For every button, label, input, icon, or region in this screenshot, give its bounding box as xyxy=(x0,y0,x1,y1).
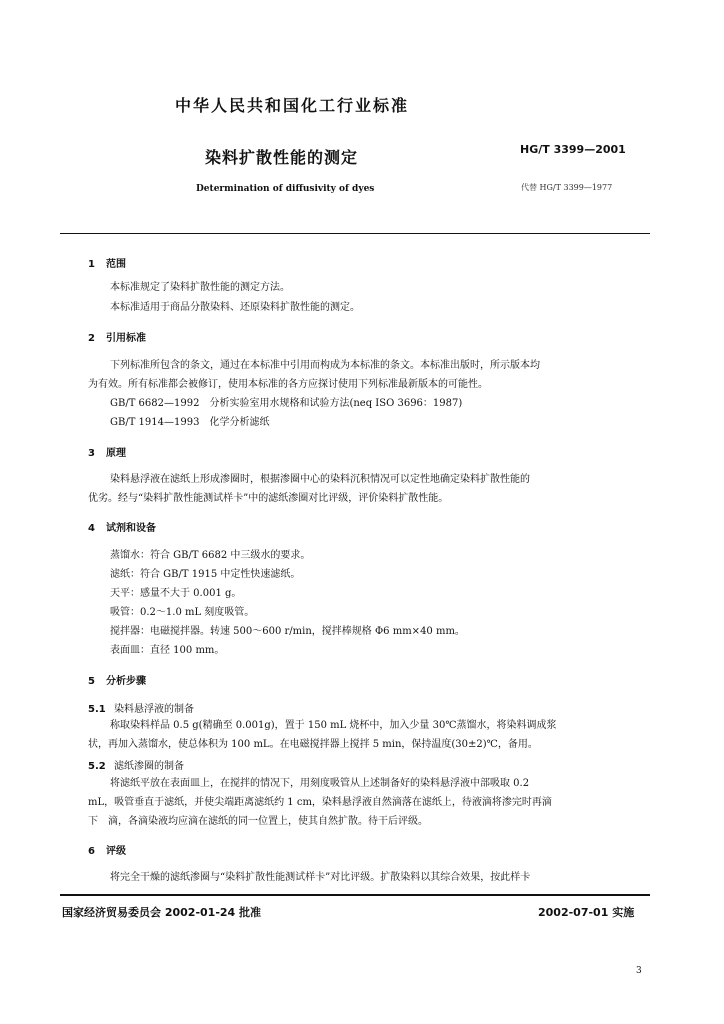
paragraph: 状，再加入蒸馏水，使总体积为 100 mL。在电磁搅拌器上搅拌 5 min，保持温度(30±2)℃，备用。 xyxy=(88,739,538,750)
section-1-heading xyxy=(88,255,126,270)
english-title: Determination of diffusivity of dyes xyxy=(196,184,375,194)
section-title: 试剂和设备 xyxy=(106,523,156,534)
section-number: 3 xyxy=(88,448,95,459)
subsection-title: 滤纸渗圈的制备 xyxy=(114,761,184,772)
section-3-heading xyxy=(88,444,126,459)
section-title: 评级 xyxy=(106,846,126,857)
reference-item: GB/T 1914—1993 化学分析滤纸 xyxy=(110,417,270,428)
section-number: 1 xyxy=(88,259,95,270)
equipment-item: 搅拌器：电磁搅拌器。转速 500～600 r/min，搅拌棒规格 Φ6 mm×40 mm。 xyxy=(110,626,465,637)
section-2-heading xyxy=(88,329,146,344)
document-title: 染料扩散性能的测定 xyxy=(205,148,359,167)
section-title: 分析步骤 xyxy=(106,676,146,687)
section-title: 原理 xyxy=(106,448,126,459)
page-number: 3 xyxy=(636,966,642,976)
section-number: 2 xyxy=(88,333,95,344)
approval-date: 国家经济贸易委员会 2002-01-24 批准 xyxy=(62,906,262,919)
paragraph: 为有效。所有标准都会被修订，使用本标准的各方应探讨使用下列标准最新版本的可能性。 xyxy=(88,379,488,390)
paragraph: 下列标准所包含的条文，通过在本标准中引用而构成为本标准的条文。本标准出版时，所示版本均 xyxy=(110,360,540,371)
equipment-item: 滤纸：符合 GB/T 1915 中定性快速滤纸。 xyxy=(110,569,301,580)
section-5-heading xyxy=(88,672,146,687)
paragraph: 将滤纸平放在表面皿上，在搅拌的情况下，用刻度吸管从上述制备好的染料悬浮液中部吸取 0.2 xyxy=(110,778,530,789)
paragraph: 称取染料样品 0.5 g(精确至 0.001g)，置于 150 mL 烧杯中，加入少量 30℃蒸馏水，将染料调成浆 xyxy=(110,720,557,731)
equipment-item: 蒸馏水：符合 GB/T 6682 中三级水的要求。 xyxy=(110,550,311,561)
paragraph: 本标准规定了染料扩散性能的测定方法。 xyxy=(110,282,290,293)
paragraph: 本标准适用于商品分散染料、还原染料扩散性能的测定。 xyxy=(110,302,360,313)
section-6-heading xyxy=(88,842,126,857)
subsection-number: 5.2 xyxy=(88,761,106,772)
paragraph: 下 滴，各滴染液均应滴在滤纸的同一位置上，使其自然扩散。待干后评级。 xyxy=(88,816,428,827)
replaces-standard: 代替 HG/T 3399—1977 xyxy=(521,183,613,192)
implementation-date: 2002-07-01 实施 xyxy=(538,906,635,919)
section-number: 6 xyxy=(88,846,95,857)
equipment-item: 天平：感量不大于 0.001 g。 xyxy=(110,588,242,599)
issuing-body-header: 中华人民共和国化工行业标准 xyxy=(175,96,410,115)
standard-number: HG/T 3399—2001 xyxy=(520,143,626,156)
section-number: 5 xyxy=(88,676,95,687)
header-divider xyxy=(60,233,650,234)
paragraph: mL，吸管垂直于滤纸，并使尖端距离滤纸约 1 cm，染料悬浮液自然滴落在滤纸上，待液滴将渗完时再滴 xyxy=(88,797,552,808)
subsection-5-2-heading xyxy=(88,757,184,772)
equipment-item: 吸管：0.2～1.0 mL 刻度吸管。 xyxy=(110,607,255,618)
section-4-heading xyxy=(88,519,156,534)
section-number: 4 xyxy=(88,523,95,534)
subsection-number: 5.1 xyxy=(88,704,106,715)
reference-item: GB/T 6682—1992 分析实验室用水规格和试验方法(neq ISO 3696：1987) xyxy=(110,398,463,409)
footer-divider xyxy=(60,894,650,896)
paragraph: 将完全干燥的滤纸渗圈与“染料扩散性能测试样卡”对比评级。扩散染料以其综合效果，按此样卡 xyxy=(110,872,531,883)
paragraph: 染料悬浮液在滤纸上形成渗圈时，根据渗圈中心的染料沉积情况可以定性地确定染料扩散性能的 xyxy=(110,474,530,485)
section-title: 引用标准 xyxy=(106,333,146,344)
subsection-title: 染料悬浮液的制备 xyxy=(114,704,194,715)
section-title: 范围 xyxy=(106,259,126,270)
equipment-item: 表面皿：直径 100 mm。 xyxy=(110,645,225,656)
paragraph: 优劣。经与“染料扩散性能测试样卡”中的滤纸渗圈对比评级，评价染料扩散性能。 xyxy=(88,493,449,504)
subsection-5-1-heading xyxy=(88,700,194,715)
